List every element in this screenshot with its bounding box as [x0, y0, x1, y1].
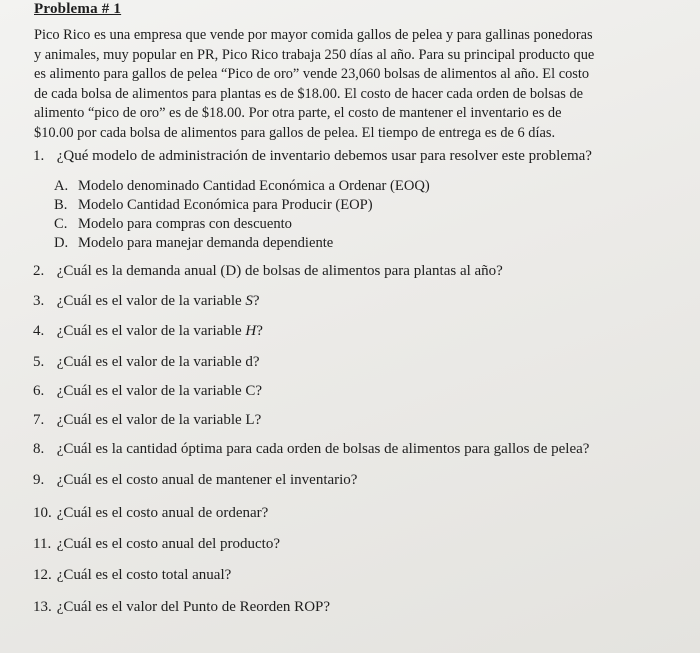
- question-10: [33, 505, 268, 522]
- question-text: ¿Cuál es el costo anual de mantener el inventario?: [56, 472, 358, 488]
- question-number: 3.: [33, 293, 45, 309]
- option-c: [54, 216, 292, 233]
- question-text: ¿Cuál es el costo anual del producto?: [56, 536, 281, 552]
- option-letter: B.: [54, 197, 68, 213]
- question-number: 7.: [33, 412, 45, 428]
- option-a: [54, 178, 430, 195]
- question-number: 1.: [33, 148, 45, 164]
- statement-line: de cada bolsa de alimentos para plantas es de $18.00. El costo de hacer cada orden de bolsas de: [34, 85, 584, 102]
- question-text: ¿Cuál es el valor de la variable L?: [56, 412, 262, 428]
- question-11: [33, 536, 280, 553]
- option-letter: D.: [54, 235, 69, 251]
- option-letter: C.: [54, 216, 68, 232]
- option-b: [54, 197, 373, 214]
- question-number: 12.: [33, 567, 52, 583]
- question-text: ¿Cuál es el costo anual de ordenar?: [56, 505, 269, 521]
- statement-line: Pico Rico es una empresa que vende por mayor comida gallos de pelea y para gallinas ponedoras: [34, 27, 593, 43]
- question-number: 8.: [33, 441, 45, 457]
- question-number: 9.: [33, 472, 45, 488]
- option-d: [54, 235, 333, 252]
- question-text: ¿Cuál es el valor de la variable: [56, 323, 246, 339]
- option-letter: A.: [54, 178, 69, 194]
- question-number: 5.: [33, 354, 45, 370]
- question-number: 11.: [33, 536, 52, 552]
- option-text: Modelo denominado Cantidad Económica a Ordenar (EOQ): [78, 178, 430, 194]
- option-text: Modelo para compras con descuento: [78, 216, 292, 232]
- question-6: [33, 383, 262, 400]
- question-mark: ?: [256, 323, 263, 339]
- variable-symbol: S: [245, 293, 253, 309]
- statement-line: $10.00 por cada bolsa de alimentos para gallos de pelea. El tiempo de entrega es de 6 días.: [34, 124, 556, 141]
- statement-line: y animales, muy popular en PR, Pico Rico trabaja 250 días al año. Para su principal producto que: [34, 46, 595, 63]
- question-number: 13.: [33, 599, 52, 615]
- question-3: [33, 293, 260, 310]
- question-number: 2.: [33, 263, 45, 279]
- variable-symbol: H: [245, 323, 257, 339]
- question-12: [33, 567, 231, 584]
- option-text: Modelo para manejar demanda dependiente: [78, 235, 334, 251]
- question-9: [33, 472, 357, 489]
- statement-line: alimento “pico de oro” es de $18.00. Por otra parte, el costo de mantener el inventario es de: [34, 105, 562, 121]
- question-text: ¿Cuál es la cantidad óptima para cada orden de bolsas de alimentos para gallos de pelea?: [56, 441, 590, 457]
- question-8: [33, 441, 589, 458]
- question-text: ¿Cuál es el valor de la variable d?: [56, 354, 260, 370]
- question-text: ¿Cuál es el valor de la variable: [56, 293, 246, 309]
- question-1: [33, 148, 592, 165]
- question-2: [33, 263, 503, 280]
- question-text: ¿Qué modelo de administración de inventario debemos usar para resolver este problema?: [56, 148, 592, 164]
- statement-line: es alimento para gallos de pelea “Pico de oro” vende 23,060 bolsas de alimentos al año. El costo: [34, 66, 590, 82]
- question-number: 4.: [33, 323, 45, 339]
- problem-title: Problema # 1: [34, 1, 122, 17]
- question-text: ¿Cuál es el valor de la variable C?: [56, 383, 263, 399]
- question-5: [33, 354, 260, 371]
- question-number: 10.: [33, 505, 52, 521]
- question-mark: ?: [252, 293, 260, 309]
- question-number: 6.: [33, 383, 45, 399]
- question-text: ¿Cuál es la demanda anual (D) de bolsas de alimentos para plantas al año?: [56, 263, 503, 279]
- option-text: Modelo Cantidad Económica para Producir (EOP): [78, 197, 373, 213]
- problem-statement: [34, 26, 666, 143]
- question-text: ¿Cuál es el costo total anual?: [56, 567, 232, 583]
- question-7: [33, 412, 261, 429]
- question-4: [33, 323, 263, 340]
- question-13: [33, 599, 330, 616]
- question-text: ¿Cuál es el valor del Punto de Reorden ROP?: [56, 599, 331, 615]
